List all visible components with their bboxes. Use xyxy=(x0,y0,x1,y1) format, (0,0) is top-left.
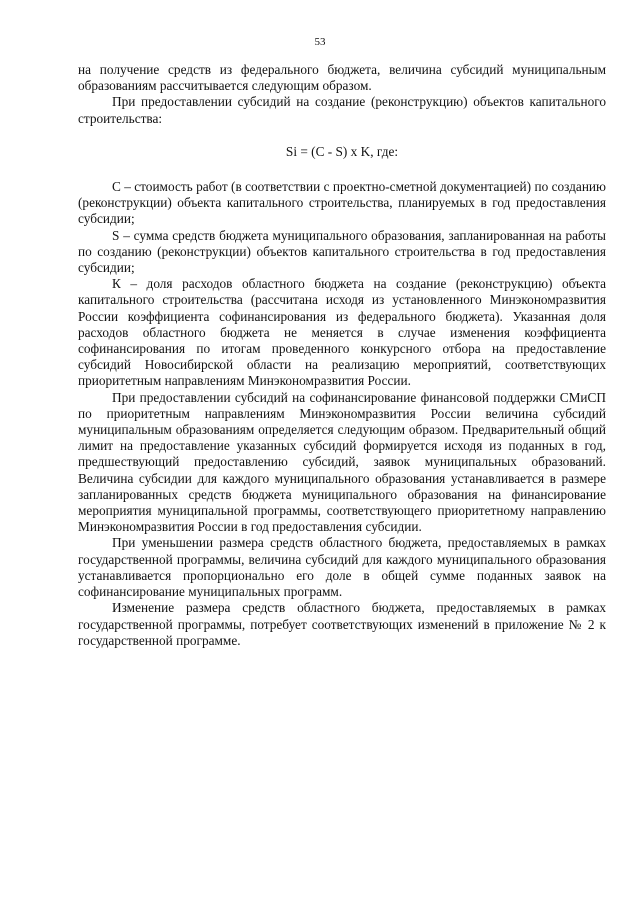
paragraph-definition-k: К – доля расходов областного бюджета на создание (реконструкцию) объекта капитального строительства (рассчитана исходя из установленного Минэкономразвития России коэффициента софинансирования из федерального бюджета). Указанная доля расходов областного бюджета не меняется в случае изменения коэффициента софинансирования по итогам проведенного конкурсного отбора на предоставление субсидий Новосибирской области на реализацию мероприятий, соответствующих приоритетным направлениям Минэкономразвития России. xyxy=(78,276,606,389)
paragraph-appendix-change: Изменение размера средств областного бюджета, предоставляемых в рамках государственной программы, потребует соответствующих изменений в приложение № 2 к государственной программе. xyxy=(78,600,606,648)
paragraph-budget-reduction: При уменьшении размера средств областного бюджета, предоставляемых в рамках государственной программы, величина субсидий для каждого муниципального образования устанавливается пропорционально его доле в общей сумме поданных заявок на софинансирование муниципальных программ. xyxy=(78,535,606,600)
paragraph-definition-s: S – сумма средств бюджета муниципального образования, запланированная на работы по созданию (реконструкции) объектов капитального строительства в год предоставления субсидии; xyxy=(78,227,606,276)
paragraph-definition-c: С – стоимость работ (в соответствии с проектно-сметной документацией) по созданию (реконструкции) объекта капитального строительства, планируемых в год предоставления субсидии; xyxy=(78,179,606,227)
paragraph-capital-construction-intro: При предоставлении субсидий на создание (реконструкцию) объектов капитального строительства: xyxy=(78,94,606,126)
page-number: 53 xyxy=(314,36,326,48)
document-body xyxy=(78,62,606,649)
subsidy-formula: Si = (C - S) x K, где: xyxy=(285,143,399,159)
paragraph-continuation: на получение средств из федерального бюджета, величина субсидий муниципальным образованиям рассчитывается следующим образом. xyxy=(78,62,606,94)
paragraph-smisp-subsidies: При предоставлении субсидий на софинансирование финансовой поддержки СМиСП по приоритетным направлениям Минэкономразвития России величина субсидий муниципальным образованиям определяется следующим образом. Предварительный общий лимит на предоставление указанных субсидий формируется исходя из поданных в год, предшествующий предоставлению субсидий, заявок муниципальных образований. Величина субсидии для каждого муниципального образования устанавливается в размере запланированных средств бюджета муниципального образования на финансирование мероприятия муниципальной программы, соответствующего приоритетному направлению Минэкономразвития России в год предоставления субсидии. xyxy=(78,389,606,535)
